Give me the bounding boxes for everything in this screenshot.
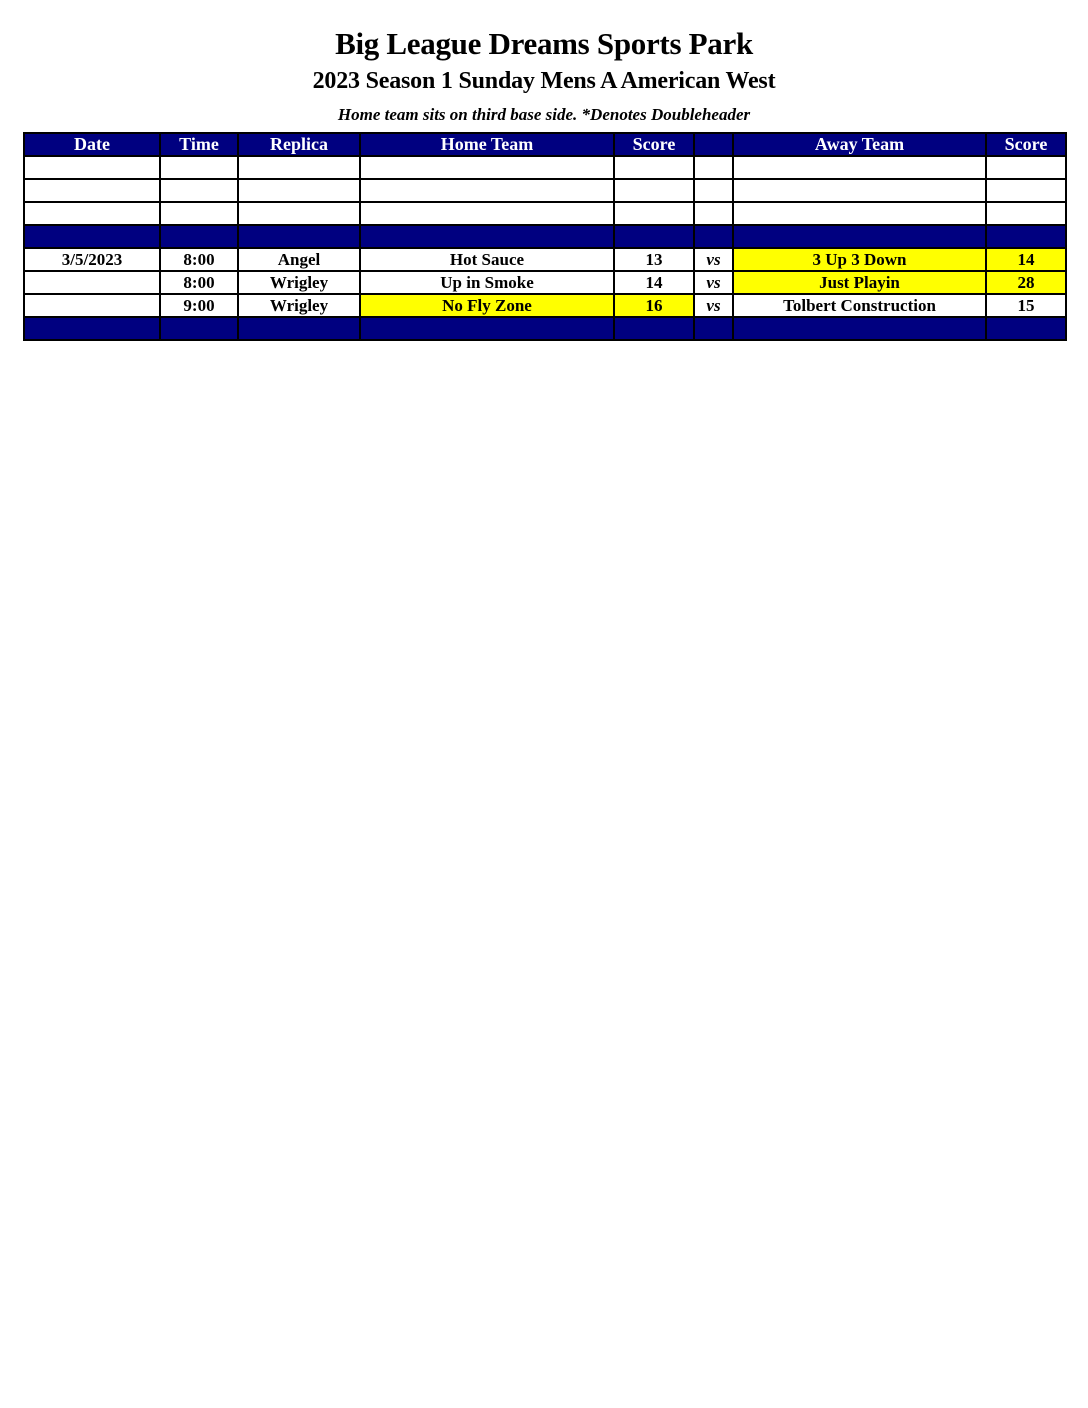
game-date (24, 294, 160, 317)
empty-cell (694, 179, 733, 202)
column-header-vs (694, 133, 733, 156)
away-team-winner: Just Playin (733, 271, 986, 294)
separator-cell (614, 225, 694, 248)
column-header-replica: Replica (238, 133, 360, 156)
home-score-winner: 16 (614, 294, 694, 317)
table-header-row (24, 133, 1066, 156)
empty-cell (360, 202, 614, 225)
separator-cell (160, 225, 238, 248)
vs-label: vs (694, 294, 733, 317)
home-score: 13 (614, 248, 694, 271)
away-score-winner: 14 (986, 248, 1066, 271)
empty-cell (160, 156, 238, 179)
empty-cell (614, 156, 694, 179)
separator-cell (986, 225, 1066, 248)
separator-cell (986, 317, 1066, 340)
empty-cell (24, 179, 160, 202)
separator-cell (24, 317, 160, 340)
game-replica: Wrigley (238, 294, 360, 317)
game-row (24, 248, 1066, 271)
empty-cell (238, 179, 360, 202)
vs-label: vs (694, 271, 733, 294)
game-row (24, 294, 1066, 317)
home-team: Up in Smoke (360, 271, 614, 294)
home-team-note: Home team sits on third base side. *Denotes Doubleheader (337, 105, 751, 124)
empty-cell (160, 179, 238, 202)
empty-cell (160, 202, 238, 225)
empty-cell (24, 156, 160, 179)
empty-cell (986, 202, 1066, 225)
separator-cell (694, 317, 733, 340)
separator-cell (24, 225, 160, 248)
page-subtitle: 2023 Season 1 Sunday Mens A American West (312, 68, 776, 94)
separator-row (24, 317, 1066, 340)
game-time: 8:00 (160, 248, 238, 271)
away-team: Tolbert Construction (733, 294, 986, 317)
away-score-winner: 28 (986, 271, 1066, 294)
column-header-time: Time (160, 133, 238, 156)
away-team-winner: 3 Up 3 Down (733, 248, 986, 271)
empty-cell (733, 156, 986, 179)
separator-cell (614, 317, 694, 340)
separator-cell (238, 317, 360, 340)
empty-cell (238, 202, 360, 225)
game-time: 9:00 (160, 294, 238, 317)
empty-cell (986, 179, 1066, 202)
separator-cell (360, 225, 614, 248)
separator-cell (733, 225, 986, 248)
column-header-away-score: Score (986, 133, 1066, 156)
empty-cell (694, 202, 733, 225)
empty-cell (238, 156, 360, 179)
column-header-away-team: Away Team (733, 133, 986, 156)
game-date (24, 271, 160, 294)
game-replica: Wrigley (238, 271, 360, 294)
empty-row (24, 202, 1066, 225)
vs-label: vs (694, 248, 733, 271)
column-header-home-score: Score (614, 133, 694, 156)
column-header-date: Date (24, 133, 160, 156)
separator-cell (360, 317, 614, 340)
separator-cell (733, 317, 986, 340)
game-date: 3/5/2023 (24, 248, 160, 271)
separator-cell (160, 317, 238, 340)
column-header-home-team: Home Team (360, 133, 614, 156)
game-replica: Angel (238, 248, 360, 271)
separator-cell (694, 225, 733, 248)
empty-cell (614, 202, 694, 225)
away-score: 15 (986, 294, 1066, 317)
empty-row (24, 156, 1066, 179)
empty-cell (614, 179, 694, 202)
separator-cell (238, 225, 360, 248)
home-score: 14 (614, 271, 694, 294)
empty-cell (986, 156, 1066, 179)
game-row (24, 271, 1066, 294)
empty-cell (733, 202, 986, 225)
empty-cell (733, 179, 986, 202)
empty-cell (360, 156, 614, 179)
schedule-table (23, 132, 1067, 341)
empty-row (24, 179, 1066, 202)
empty-cell (360, 179, 614, 202)
empty-cell (694, 156, 733, 179)
game-time: 8:00 (160, 271, 238, 294)
empty-cell (24, 202, 160, 225)
home-team: Hot Sauce (360, 248, 614, 271)
page-title: Big League Dreams Sports Park (335, 26, 753, 61)
separator-row (24, 225, 1066, 248)
home-team-winner: No Fly Zone (360, 294, 614, 317)
